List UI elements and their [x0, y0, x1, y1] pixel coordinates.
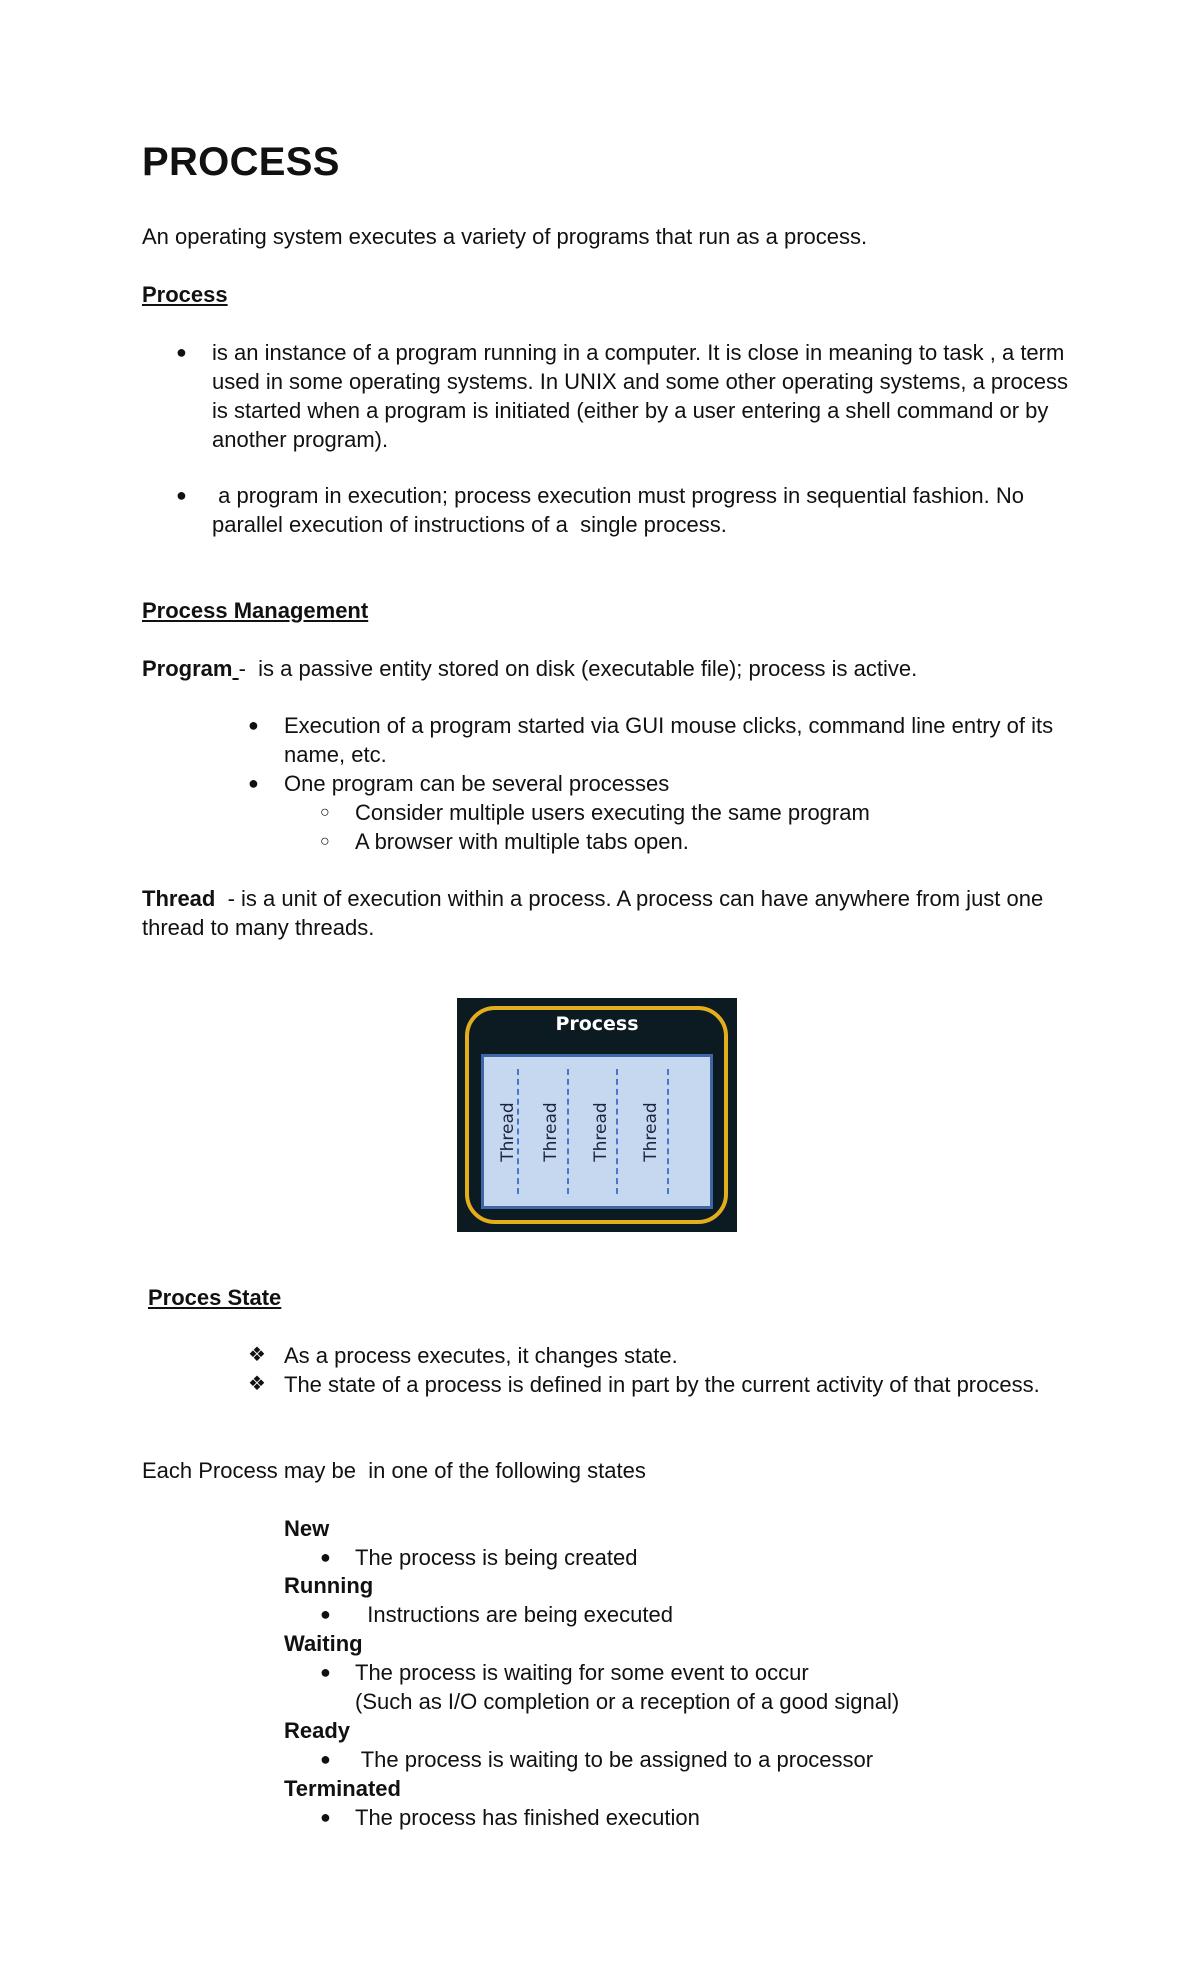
- thread-divider: [667, 1069, 669, 1194]
- diagram-title: Process: [555, 1013, 639, 1035]
- thread-label: Thread: [498, 1101, 518, 1162]
- bullet-glyph: ●: [320, 1662, 331, 1682]
- states-intro: Each Process may be in one of the following states: [142, 1458, 646, 1483]
- bullet-glyph: ●: [248, 715, 259, 735]
- circle-glyph: ○: [320, 804, 330, 821]
- state-heading: Proces State: [148, 1285, 282, 1310]
- thread-divider: [567, 1069, 569, 1194]
- intro-text: An operating system executes a variety of programs that run as a process.: [142, 224, 868, 249]
- state-name-ready: Ready: [284, 1718, 351, 1743]
- state-point-2: The state of a process is defined in part by the current activity of that process.: [284, 1372, 1040, 1397]
- process-bullet-1: is an instance of a program running in a computer. It is close in meaning to task , a term used in some operating systems. In UNIX and some other operating systems, a process is started when a program is initiated (either by a user entering a shell command or by another program).: [212, 340, 1068, 452]
- process-thread-diagram: [457, 998, 737, 1232]
- process-heading: Process: [142, 282, 228, 307]
- diamond-glyph: ❖: [248, 1373, 266, 1395]
- state-name-terminated: Terminated: [284, 1776, 401, 1801]
- thread-column: [536, 1057, 566, 1206]
- bullet-glyph: ●: [320, 1547, 331, 1567]
- state-desc-terminated: The process has finished execution: [355, 1805, 700, 1830]
- management-sub-bullet-1: Consider multiple users executing the same program: [355, 800, 870, 825]
- state-name-running: Running: [284, 1573, 374, 1598]
- management-bullet-2: One program can be several processes: [284, 771, 670, 796]
- diamond-glyph: ❖: [248, 1344, 266, 1366]
- thread-def-text: - is a unit of execution within a process. A process can have anywhere from just one thread to many threads.: [142, 886, 1050, 940]
- program-definition: [142, 654, 917, 683]
- thread-column: [636, 1057, 666, 1206]
- bullet-glyph: ●: [320, 1807, 331, 1827]
- process-bullet-2: a program in execution; process execution must progress in sequential fashion. No parallel execution of instructions of a single process.: [212, 483, 1031, 537]
- bullet-glyph: ●: [248, 773, 259, 793]
- state-desc-ready: The process is waiting to be assigned to a processor: [355, 1747, 874, 1772]
- circle-glyph: ○: [320, 833, 330, 850]
- state-desc-running: Instructions are being executed: [355, 1602, 673, 1627]
- thread-column: [586, 1057, 616, 1206]
- program-term: Program: [142, 656, 233, 681]
- state-desc-new: The process is being created: [355, 1545, 638, 1570]
- bullet-glyph: ●: [176, 342, 187, 362]
- thread-label: Thread: [591, 1101, 611, 1162]
- thread-definition: [142, 884, 1062, 942]
- thread-panel: [481, 1054, 713, 1209]
- management-bullet-1: Execution of a program started via GUI mouse clicks, command line entry of its name, etc.: [284, 713, 1054, 767]
- thread-label: Thread: [641, 1101, 661, 1162]
- state-desc-waiting: The process is waiting for some event to occur: [355, 1660, 809, 1685]
- thread-term: Thread: [142, 886, 216, 911]
- bullet-glyph: ●: [176, 485, 187, 505]
- state-name-waiting: Waiting: [284, 1631, 363, 1656]
- state-desc-waiting-note: (Such as I/O completion or a reception of a good signal): [355, 1689, 900, 1714]
- state-name-new: New: [284, 1516, 330, 1541]
- page-title: PROCESS: [142, 140, 340, 184]
- bullet-glyph: ●: [320, 1749, 331, 1769]
- state-point-1: As a process executes, it changes state.: [284, 1343, 678, 1368]
- management-sub-bullet-2: A browser with multiple tabs open.: [355, 829, 689, 854]
- management-heading: Process Management: [142, 598, 369, 623]
- bullet-glyph: ●: [320, 1604, 331, 1624]
- thread-divider: [517, 1069, 519, 1194]
- program-def-text: - is a passive entity stored on disk (executable file); process is active.: [238, 656, 918, 681]
- thread-divider: [616, 1069, 618, 1194]
- thread-label: Thread: [541, 1101, 561, 1162]
